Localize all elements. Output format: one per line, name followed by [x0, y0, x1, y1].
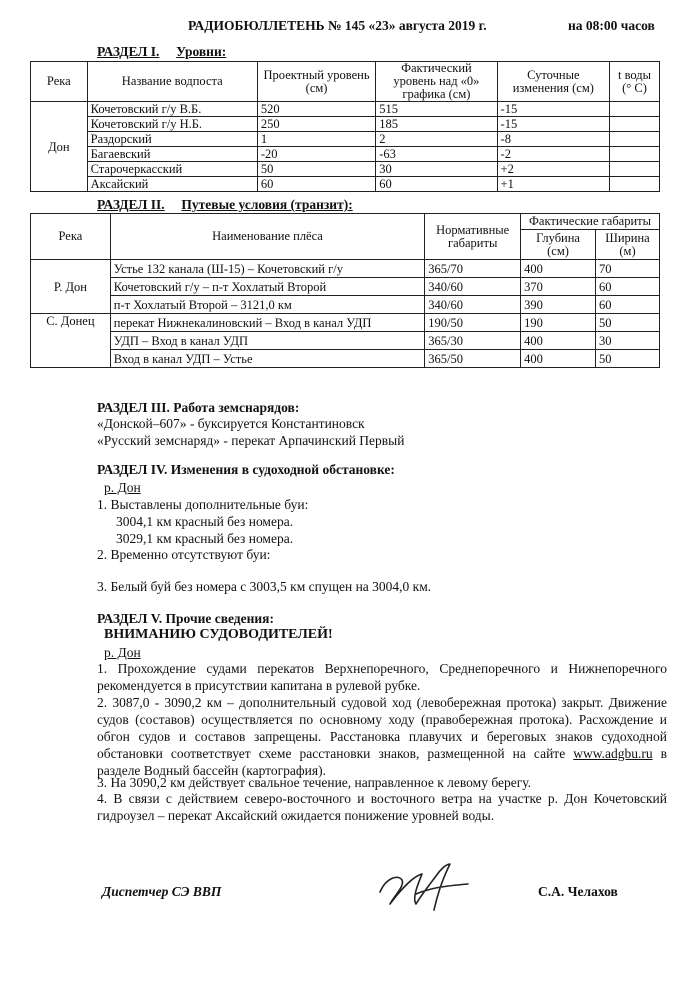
post-cell: Кочетовский г/у В.Б.: [87, 102, 257, 117]
col-project-level: Проектный уровень (см): [257, 62, 375, 102]
dredger-line: «Донской–607» - буксируется Константиновск: [97, 416, 365, 431]
depth-cell: 390: [521, 296, 596, 314]
col-water-temp: t воды (° С): [610, 62, 660, 102]
col-actual-level: Фактический уровень над «0» графика (см): [376, 62, 497, 102]
notice-item-1-text: 1. Прохождение судами перекатов Верхнепоречного, Среднепоречного и Нижнепоречного рекомендуется в присутствии капитана в рулевой рубке.: [97, 661, 667, 693]
dredger-line: «Русский земснаряд» - перекат Арпачинский Первый: [97, 433, 405, 448]
norm-cell: 340/60: [425, 296, 521, 314]
stretch-cell: п-т Хохлатый Второй – 3121,0 км: [110, 296, 425, 314]
norm-cell: 365/50: [425, 350, 521, 368]
depth-cell: 400: [521, 332, 596, 350]
table-row: [31, 102, 660, 117]
stretch-cell: Устье 132 канала (Ш-15) – Кочетовский г/у: [110, 260, 425, 278]
temp-cell: [610, 102, 660, 117]
table-row: [31, 147, 660, 162]
change-cell: +2: [497, 162, 610, 177]
change-cell: -15: [497, 117, 610, 132]
width-cell: 60: [596, 278, 660, 296]
temp-cell: [610, 177, 660, 192]
table-row: [31, 117, 660, 132]
width-cell: 30: [596, 332, 660, 350]
notice-item-2-text: 2. 3087,0 - 3090,2 км – дополнительный судовой ход (левобережная протока) закрыт. Движение судов (составов) осуществляется по основному ходу (правобережная протока). Расхождение и обгон судов и составов запрещены. Расстановка плавучих и береговых знаков судоходной обстановки соответствует схеме расстановки знаков, размещенной на сайте: [97, 695, 667, 761]
change-cell: -15: [497, 102, 610, 117]
change-cell: +1: [497, 177, 610, 192]
norm-cell: 340/60: [425, 278, 521, 296]
buoy-line: 3004,1 км красный без номера.: [116, 514, 294, 529]
post-cell: Раздорский: [87, 132, 257, 147]
depth-cell: 400: [521, 260, 596, 278]
actual-cell: 185: [376, 117, 497, 132]
table-row: [31, 296, 660, 314]
norm-cell: 365/70: [425, 260, 521, 278]
col-actual-group: Фактические габариты: [521, 214, 660, 230]
temp-cell: [610, 132, 660, 147]
width-cell: 50: [596, 314, 660, 332]
attention-heading: ВНИМАНИЮ СУДОВОДИТЕЛЕЙ!: [104, 627, 333, 642]
buoys-missing-item: 2. Временно отсутствуют буи:: [97, 547, 271, 562]
dispatcher-role: Диспетчер СЭ ВВП: [102, 884, 222, 899]
buoy-line: 3029,1 км красный без номера.: [116, 531, 294, 546]
project-cell: 50: [257, 162, 375, 177]
stretch-cell: Кочетовский г/у – п-т Хохлатый Второй: [110, 278, 425, 296]
project-cell: 520: [257, 102, 375, 117]
change-cell: -8: [497, 132, 610, 147]
col-post: Название водпоста: [87, 62, 257, 102]
table-row: [31, 314, 660, 332]
river-cell: Дон: [31, 102, 88, 192]
section1-title: [97, 44, 226, 60]
table-row: [31, 162, 660, 177]
actual-cell: -63: [376, 147, 497, 162]
section5-heading: РАЗДЕЛ V. Прочие сведения:: [97, 611, 274, 626]
table-row: [31, 132, 660, 147]
stretch-cell: Вход в канал УДП – Устье: [110, 350, 425, 368]
dispatcher-name: С.А. Челахов: [538, 884, 618, 899]
stretch-cell: перекат Нижнекалиновский – Вход в канал УДП: [110, 314, 425, 332]
buoy-moved-item: 3. Белый буй без номера с 3003,5 км спущен на 3004,0 км.: [97, 579, 432, 594]
post-cell: Багаевский: [87, 147, 257, 162]
buoys-added-item: 1. Выставлены дополнительные буи:: [97, 497, 309, 512]
table-row: [31, 278, 660, 296]
section2-heading: РАЗДЕЛ II.: [97, 197, 165, 212]
depth-cell: 190: [521, 314, 596, 332]
width-cell: 70: [596, 260, 660, 278]
width-cell: 60: [596, 296, 660, 314]
actual-cell: 515: [376, 102, 497, 117]
temp-cell: [610, 147, 660, 162]
col-river: Река: [31, 214, 111, 260]
table-row: [31, 177, 660, 192]
bulletin-title: РАДИОБЮЛЛЕТЕНЬ № 145 «23» августа 2019 г.: [188, 18, 487, 33]
actual-cell: 2: [376, 132, 497, 147]
bulletin-time: на 08:00 часов: [568, 18, 655, 33]
post-cell: Аксайский: [87, 177, 257, 192]
adgbu-link[interactable]: www.adgbu.ru: [573, 746, 653, 761]
actual-cell: 30: [376, 162, 497, 177]
stretch-cell: УДП – Вход в канал УДП: [110, 332, 425, 350]
col-stretch: Наименование плёса: [110, 214, 425, 260]
table-row: [31, 332, 660, 350]
depth-cell: 370: [521, 278, 596, 296]
norm-cell: 190/50: [425, 314, 521, 332]
table-row: [31, 260, 660, 278]
notice-item-1: [97, 660, 667, 694]
post-cell: Старочеркасский: [87, 162, 257, 177]
section1-subtitle: Уровни:: [176, 44, 227, 59]
section2-subtitle: Путевые условия (транзит):: [181, 197, 353, 212]
route-header-row: [31, 214, 660, 230]
temp-cell: [610, 117, 660, 132]
notice-item-4: [97, 790, 667, 824]
temp-cell: [610, 162, 660, 177]
section3-heading: РАЗДЕЛ III. Работа земснарядов:: [97, 400, 300, 415]
project-cell: -20: [257, 147, 375, 162]
section2-title: [97, 197, 353, 213]
route-table: [30, 213, 660, 368]
notice-item-2-tail: в разделе Водный бассейн (картография).: [97, 746, 668, 778]
change-cell: -2: [497, 147, 610, 162]
notice-item-4-text: 4. В связи с действием северо-восточного и восточного ветра на участке р. Дон Кочетовский гидроузел – перекат Аксайский ожидается понижение уровней воды.: [97, 791, 667, 823]
actual-cell: 60: [376, 177, 497, 192]
col-normative: Нормативные габариты: [425, 214, 521, 260]
notice-item-2: [97, 694, 667, 779]
project-cell: 60: [257, 177, 375, 192]
signature-icon: [372, 858, 482, 918]
levels-header-row: [31, 62, 660, 102]
width-cell: 50: [596, 350, 660, 368]
col-depth: Глубина (см): [521, 230, 596, 260]
river-cell: С. Донец: [31, 314, 111, 368]
norm-cell: 365/30: [425, 332, 521, 350]
levels-table: [30, 61, 660, 192]
river-cell: Р. Дон: [31, 260, 111, 314]
col-width: Ширина (м): [596, 230, 660, 260]
col-daily-change: Суточные изменения (см): [497, 62, 610, 102]
depth-cell: 400: [521, 350, 596, 368]
notice-item-3: 3. На 3090,2 км действует свальное течение, направленное к левому берегу.: [97, 775, 532, 790]
project-cell: 250: [257, 117, 375, 132]
project-cell: 1: [257, 132, 375, 147]
col-river: Река: [31, 62, 88, 102]
section4-river: р. Дон: [104, 480, 141, 495]
table-row: [31, 350, 660, 368]
section1-heading: РАЗДЕЛ I.: [97, 44, 160, 59]
section4-heading: РАЗДЕЛ IV. Изменения в судоходной обстановке:: [97, 462, 395, 477]
post-cell: Кочетовский г/у Н.Б.: [87, 117, 257, 132]
section5-river: р. Дон: [104, 645, 141, 660]
